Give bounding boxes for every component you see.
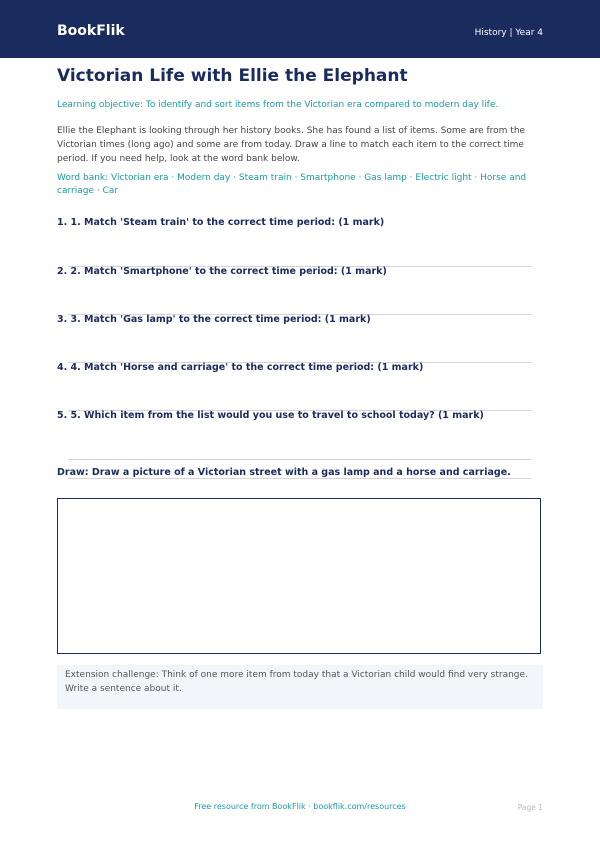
- draw-prompt-underline: [68, 478, 531, 479]
- intro-paragraph: Ellie the Elephant is looking through her history books. She has found a list of items. Some are from the Victorian times (long ago) and some are from today. Draw a line to match each item to the correct time period. If you need help, look at the word bank below.: [57, 126, 526, 164]
- extension-challenge: Extension challenge: Think of one more item from today that a Victorian child would find very strange. Write a sentence about it.: [57, 665, 543, 709]
- header-bar: [0, 0, 600, 58]
- page-number: Page 1: [517, 803, 543, 812]
- draw-prompt: Draw: Draw a picture of a Victorian street with a gas lamp and a horse and carriage.: [57, 467, 511, 478]
- footer-text: Free resource from BookFlik · bookflik.com/resources: [194, 802, 406, 811]
- brand-logo: BookFlik: [57, 23, 125, 39]
- question-1: 1. 1. Match 'Steam train' to the correct time period: (1 mark): [57, 217, 385, 228]
- question-2: 2. 2. Match 'Smartphone' to the correct time period: (1 mark): [57, 266, 387, 277]
- subject-label: History | Year 4: [474, 28, 543, 38]
- drawing-box[interactable]: [57, 498, 541, 654]
- answer-line-5[interactable]: [68, 459, 531, 460]
- question-3: 3. 3. Match 'Gas lamp' to the correct time period: (1 mark): [57, 314, 371, 325]
- learning-objective: Learning objective: To identify and sort items from the Victorian era compared to modern day life.: [57, 100, 499, 110]
- page-title: Victorian Life with Ellie the Elephant: [57, 66, 408, 86]
- question-4: 4. 4. Match 'Horse and carriage' to the correct time period: (1 mark): [57, 362, 424, 373]
- word-bank: Word bank: Victorian era · Modern day · Steam train · Smartphone · Gas lamp · Electric light · Horse and carriage · Car: [57, 173, 527, 196]
- question-5: 5. 5. Which item from the list would you use to travel to school today? (1 mark): [57, 410, 484, 421]
